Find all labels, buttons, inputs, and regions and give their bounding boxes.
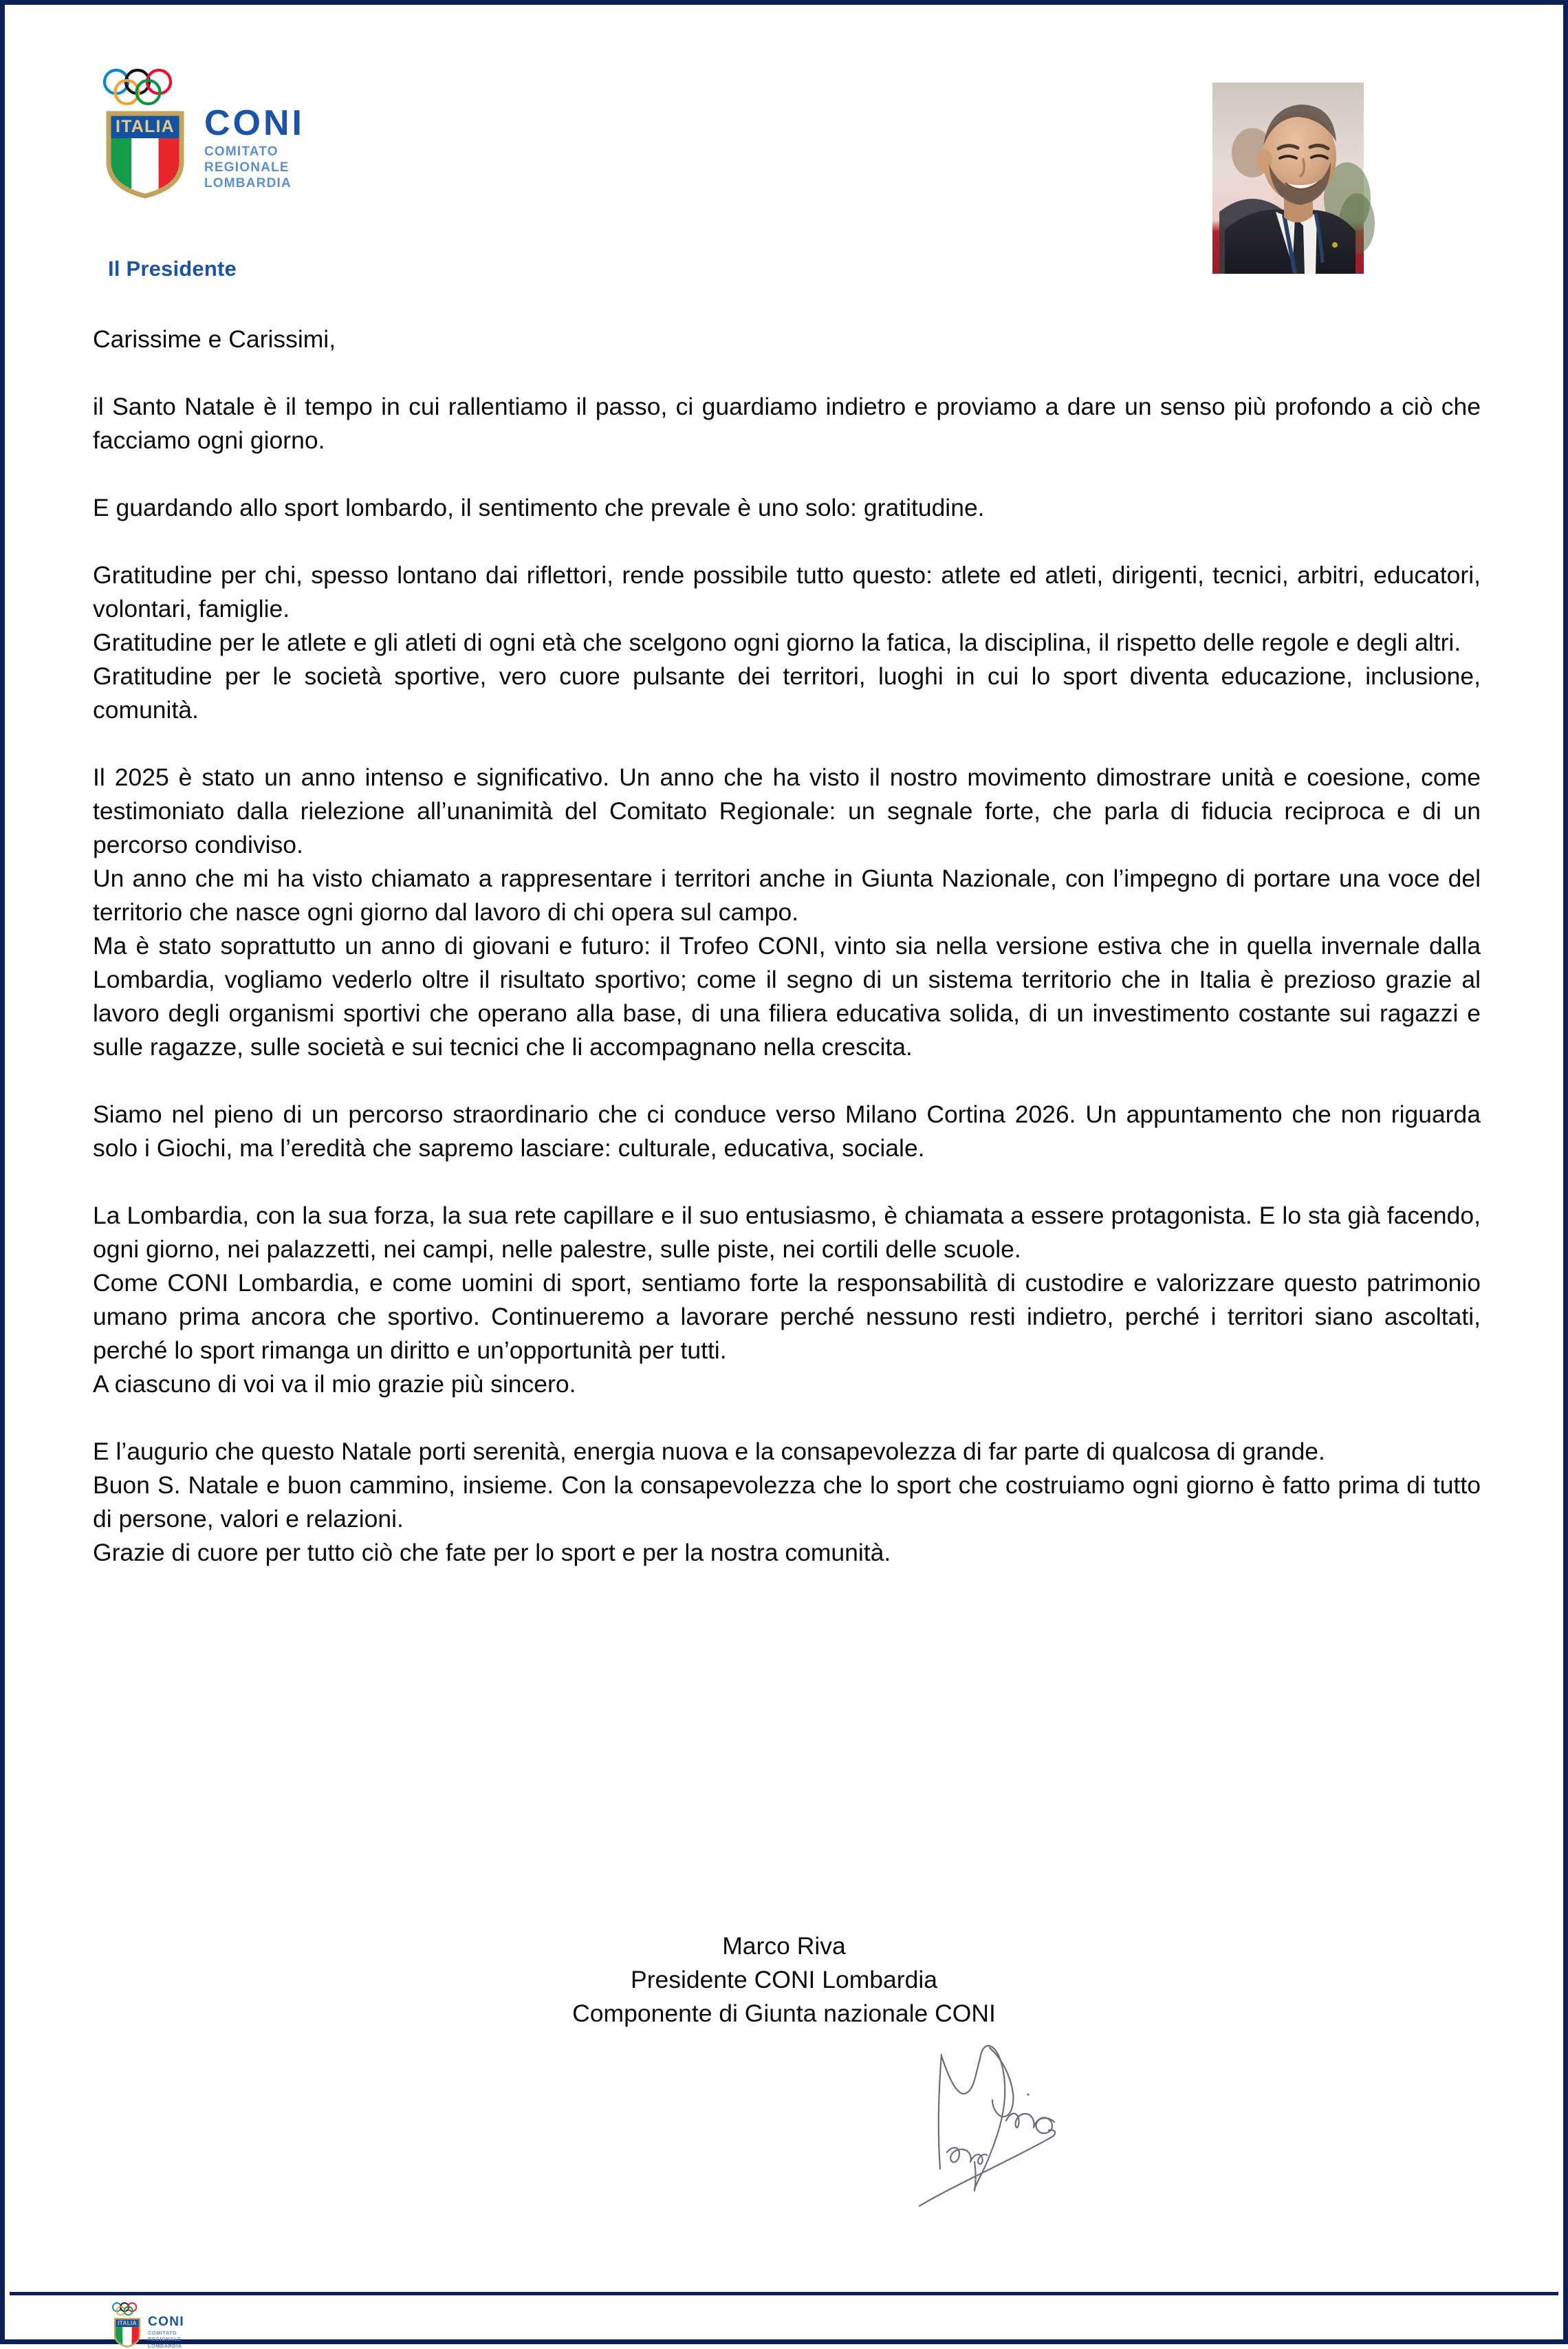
paragraph-12: A ciascuno di voi va il mio grazie più sincero. xyxy=(93,1370,576,1398)
paragraph-10: La Lombardia, con la sua forza, la sua rete capillare e il suo entusiasmo, è chiamata a essere protagonista. E lo sta già facendo, ogni giorno, nei palazzetti, nei campi, nelle palestre, sulle piste, nei cortili delle scuole. xyxy=(93,1202,1481,1263)
salutation: Carissime e Carissimi, xyxy=(93,325,336,353)
footer-italia-shield-icon xyxy=(113,2317,141,2348)
paragraph-8: Ma è stato soprattutto un anno di giovani e futuro: il Trofeo CONI, vinto sia nella versione estiva che in quella invernale dalla Lombardia, vogliamo vederlo oltre il risultato sportivo; come il segno di un sistema territorio che in Italia è prezioso grazie al lavoro degli organismi sportivi che operano alla base, di una filiera educativa solida, di un investimento costante sui ragazzi e sulle ragazze, sulle società e sui tecnici che li accompagnano nella crescita. xyxy=(93,932,1481,1061)
footer-coni-wordmark xyxy=(148,2302,184,2349)
paragraph-13: E l’augurio che questo Natale porti serenità, energia nuova e la consapevolezza di far parte di qualcosa di grande. xyxy=(93,1438,1325,1465)
signature-block xyxy=(5,1929,1563,2031)
paragraph-2: E guardando allo sport lombardo, il sentimento che prevale è uno solo: gratitudine. xyxy=(93,494,985,521)
footer-coni-emblem xyxy=(109,2302,145,2348)
role-label: Il Presidente xyxy=(108,257,237,281)
letter-body xyxy=(93,323,1481,1570)
president-photo xyxy=(1212,83,1364,274)
footer-shield-italia-label: ITALIA xyxy=(118,2320,137,2327)
coni-sub-line-3: LOMBARDIA xyxy=(204,176,292,191)
signature-icon xyxy=(878,2034,1126,2206)
paragraph-4: Gratitudine per le atlete e gli atleti di ogni età che scelgono ogni giorno la fatica, la disciplina, il rispetto delle regole e degli altri. xyxy=(93,629,1461,656)
coni-lombardia-logo xyxy=(93,68,382,199)
footer-coni-sub-line-3: LOMBARDIA xyxy=(148,2342,182,2349)
footer-coni-sub-line-1: COMITATO xyxy=(148,2330,177,2337)
paragraph-3: Gratitudine per chi, spesso lontano dai riflettori, rende possibile tutto questo: atlete ed atleti, dirigenti, tecnici, arbitri, educatori, volontari, famiglie. xyxy=(93,561,1481,623)
letterhead xyxy=(5,5,1563,294)
shield-italia-label: ITALIA xyxy=(116,117,175,136)
paragraph-11: Come CONI Lombardia, e come uomini di sport, sentiamo forte la responsabilità di custodire e valorizzare questo patrimonio umano prima ancora che sportivo. Continueremo a lavorare perché nessuno resti indietro, perché i territori siano ascoltati, perché lo sport rimanga un diritto e un’opportunità per tutti. xyxy=(93,1269,1481,1364)
paragraph-5: Gratitudine per le società sportive, vero cuore pulsante dei territori, luoghi in cui lo sport diventa educazione, inclusione, comunità. xyxy=(93,662,1481,724)
olympic-rings-icon xyxy=(101,68,189,107)
paragraph-7: Un anno che mi ha visto chiamato a rappresentare i territori anche in Giunta Nazionale, con l’impegno di portare una voce del territorio che nasce ogni giorno dal lavoro di chi opera sul campo. xyxy=(93,865,1481,926)
paragraph-1: il Santo Natale è il tempo in cui rallentiamo il passo, ci guardiamo indietro e proviamo a dare un senso più profondo a ciò che facciamo ogni giorno. xyxy=(93,393,1481,454)
coni-sub-line-2: REGIONALE xyxy=(204,160,290,175)
coni-wordmark-text: CONI xyxy=(204,103,305,143)
paragraph-15: Grazie di cuore per tutto ciò che fate per lo sport e per la nostra comunità. xyxy=(93,1539,891,1566)
footer-olympic-rings-icon xyxy=(111,2302,143,2316)
footer-coni-wordmark-text: CONI xyxy=(148,2315,185,2329)
signer-title: Presidente CONI Lombardia xyxy=(631,1966,937,1993)
paragraph-14: Buon S. Natale e buon cammino, insieme. Con la consapevolezza che lo sport che costruiamo ogni giorno è fatto prima di tutto di persone, valori e relazioni. xyxy=(93,1471,1481,1533)
italia-shield-icon xyxy=(105,109,186,199)
footer-coni-sub-line-2: REGIONALE xyxy=(148,2336,182,2343)
footer-coni-logo xyxy=(109,2302,213,2349)
portrait-image xyxy=(1212,83,1364,274)
coni-wordmark xyxy=(204,68,305,191)
coni-emblem xyxy=(93,68,197,199)
paragraph-6: Il 2025 è stato un anno intenso e significativo. Un anno che ha visto il nostro movimento dimostrare unità e coesione, come testimoniato dalla rielezione all’unanimità del Comitato Regionale: un segnale forte, che parla di fiducia reciproca e di un percorso condiviso. xyxy=(93,764,1481,858)
footer-divider xyxy=(10,2292,1558,2295)
signer-role: Componente di Giunta nazionale CONI xyxy=(572,2000,996,2027)
coni-sub-line-1: COMITATO xyxy=(204,144,279,159)
handwritten-signature xyxy=(878,2034,1126,2206)
paragraph-9: Siamo nel pieno di un percorso straordinario che ci conduce verso Milano Cortina 2026. Un appuntamento che non riguarda solo i Giochi, ma l’eredità che sapremo lasciare: culturale, educativa, sociale. xyxy=(93,1101,1481,1162)
signer-name: Marco Riva xyxy=(722,1932,846,1960)
